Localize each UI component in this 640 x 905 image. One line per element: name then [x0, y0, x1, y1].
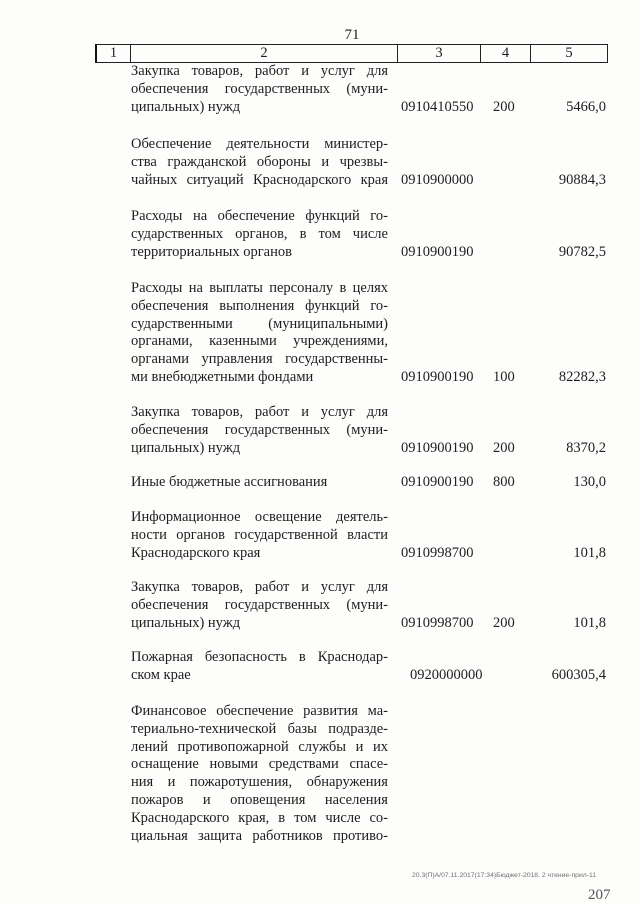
description-line — [131, 774, 388, 792]
word: органов — [176, 526, 226, 543]
word: обороны — [256, 153, 311, 170]
word: для — [366, 63, 388, 79]
row-description — [131, 136, 388, 189]
description-line: территориальных органов — [131, 243, 292, 260]
header-col-4: 4 — [480, 45, 530, 62]
word: освещение — [254, 509, 322, 525]
description-line — [131, 81, 388, 99]
word: Информационное — [131, 509, 241, 525]
word: товаров, — [191, 404, 244, 420]
table-header — [95, 44, 608, 63]
word: функций — [305, 297, 360, 314]
budget-row — [0, 579, 640, 632]
word: в — [298, 649, 306, 665]
amount-value: 101,8 — [573, 614, 606, 631]
budget-row — [0, 474, 640, 492]
description-line — [131, 422, 388, 440]
row-description — [131, 63, 388, 116]
amount-value: 5466,0 — [566, 98, 606, 115]
word: услуг — [320, 404, 355, 420]
file-stamp: 20.3(П)А/07.11.2017(17:34)Бюджет-2018. 2 чтение-прил-11 — [412, 872, 597, 879]
word: (муни- — [346, 421, 388, 438]
word: услуг — [320, 63, 355, 79]
word: работ — [254, 63, 290, 79]
budget-row — [0, 136, 640, 189]
word: новыми — [209, 756, 259, 773]
amount-value: 8370,2 — [566, 439, 606, 456]
word: противопожарной — [177, 738, 289, 755]
target-article-code: 0910900190 — [401, 243, 474, 260]
description-line — [131, 810, 388, 828]
expense-type-code: 800 — [493, 474, 515, 490]
description-line: ском крае — [131, 666, 191, 683]
word: том — [294, 809, 317, 826]
budget-row — [0, 649, 640, 685]
word: ния — [131, 774, 154, 791]
amount-value: 90884,3 — [558, 171, 606, 188]
word: учреждениями, — [293, 333, 388, 350]
budget-row — [0, 208, 640, 261]
word: обеспечения — [131, 297, 209, 314]
description-line — [131, 63, 388, 81]
word: власти — [347, 526, 388, 543]
word: го- — [370, 208, 388, 224]
word: чрезвы- — [339, 153, 388, 170]
row-description — [131, 649, 388, 685]
word: работ — [254, 404, 290, 420]
row-description — [131, 703, 388, 845]
word: выплаты — [209, 280, 263, 296]
word: го- — [370, 297, 388, 314]
page-number: 71 — [344, 27, 360, 43]
word: в — [339, 280, 347, 296]
description-line — [131, 597, 388, 615]
word: государственных — [224, 80, 331, 97]
word: органами, — [131, 333, 193, 350]
description-line — [131, 298, 388, 316]
target-article-code: 0920000000 — [410, 666, 483, 683]
word: населения — [324, 791, 388, 808]
word: персоналу — [269, 280, 334, 296]
description-line — [131, 703, 388, 721]
word: циальная — [131, 827, 188, 844]
word: государственных — [224, 596, 331, 613]
word: средствами — [268, 756, 339, 773]
word: Краснодарского — [131, 809, 230, 826]
word: Финансовое — [131, 703, 207, 719]
word: том — [318, 225, 341, 242]
word: защита — [198, 827, 243, 844]
target-article-code: 0910410550 — [401, 98, 474, 115]
word: края — [360, 171, 388, 188]
word: товаров, — [191, 579, 244, 595]
description-line — [131, 154, 388, 172]
word: министер- — [324, 136, 388, 152]
word: управления — [201, 351, 273, 368]
amount-value: 82282,3 — [558, 368, 606, 385]
word: работников — [252, 827, 323, 844]
word: сударственных — [131, 225, 224, 242]
word: лений — [131, 738, 168, 755]
description-line — [131, 756, 388, 774]
word: Пожарная — [131, 649, 193, 665]
description-line — [131, 509, 388, 527]
word: выполнения — [219, 297, 295, 314]
word: базы — [287, 720, 317, 737]
word: Расходы — [131, 280, 183, 296]
word: (муни- — [346, 80, 388, 97]
description-line — [131, 404, 388, 422]
description-line: ципальных) нужд — [131, 614, 241, 631]
word: обеспечения — [131, 421, 209, 438]
word: обеспечение — [216, 703, 294, 719]
row-description — [131, 208, 388, 261]
word: обнаружения — [306, 774, 388, 791]
word: Краснодар- — [317, 649, 388, 665]
word: деятель- — [336, 509, 388, 525]
word: обеспечения — [131, 80, 209, 97]
word: и — [321, 153, 330, 170]
expense-type-code: 100 — [493, 368, 515, 385]
word: и — [301, 404, 309, 420]
word: государственных — [224, 421, 331, 438]
word: гражданской — [167, 153, 247, 170]
description-line: ципальных) нужд — [131, 439, 241, 456]
word: ситуаций — [186, 171, 244, 188]
target-article-code: 0910998700 — [401, 544, 474, 561]
word: пожаротушения, — [189, 774, 293, 791]
description-line — [131, 721, 388, 739]
budget-row — [0, 509, 640, 562]
sheet-number: 207 — [588, 887, 611, 903]
description-line: ципальных) нужд — [131, 98, 241, 115]
word: на — [192, 208, 208, 224]
description-line — [131, 172, 388, 190]
budget-row — [0, 703, 640, 845]
description-line — [131, 527, 388, 545]
word: и — [167, 774, 176, 791]
word: для — [366, 579, 388, 595]
word: в — [278, 809, 286, 826]
description-line — [131, 792, 388, 810]
target-article-code: 0910900190 — [401, 439, 474, 456]
word: числе — [325, 809, 361, 826]
word: (муни- — [346, 596, 388, 613]
description-line: Иные бюджетные ассигнования — [131, 474, 328, 490]
budget-row — [0, 280, 640, 387]
row-description — [131, 579, 388, 632]
expense-type-code: 200 — [493, 614, 515, 631]
expense-type-code: 200 — [493, 98, 515, 115]
word: ности — [131, 526, 167, 543]
description-line — [131, 579, 388, 597]
description-line — [131, 649, 388, 667]
word: и — [301, 63, 309, 79]
word: функций — [305, 208, 360, 224]
word: товаров, — [191, 63, 244, 79]
description-line: Краснодарского края — [131, 544, 261, 561]
word: спасе- — [349, 756, 388, 773]
target-article-code: 0910900190 — [401, 368, 474, 385]
word: Обеспечение — [131, 136, 212, 152]
budget-row — [0, 404, 640, 457]
description-line — [131, 351, 388, 369]
word: государственны- — [285, 351, 388, 368]
row-description — [131, 509, 388, 562]
row-description — [131, 280, 388, 387]
header-col-5: 5 — [530, 45, 608, 62]
budget-row — [0, 63, 640, 116]
word: в — [299, 225, 307, 242]
word: целях — [352, 280, 388, 296]
word: для — [366, 404, 388, 420]
amount-value: 600305,4 — [551, 666, 606, 683]
description-line — [131, 828, 388, 846]
word: их — [372, 738, 388, 755]
description-line — [131, 739, 388, 757]
word: Расходы — [131, 208, 183, 224]
word: и — [355, 738, 364, 755]
target-article-code: 0910900190 — [401, 474, 474, 490]
expense-type-code: 200 — [493, 439, 515, 456]
word: органами — [131, 351, 190, 368]
target-article-code: 0910900000 — [401, 171, 474, 188]
description-line — [131, 316, 388, 334]
description-line — [131, 136, 388, 154]
word: ма- — [367, 703, 388, 719]
word: и — [202, 791, 211, 808]
word: оповещения — [230, 791, 306, 808]
amount-value: 90782,5 — [558, 243, 606, 260]
word: оснащение — [131, 756, 199, 773]
word: Закупка — [131, 404, 180, 420]
word: противо- — [332, 827, 388, 844]
word: казенными — [209, 333, 277, 350]
word: службы — [298, 738, 347, 755]
word: Закупка — [131, 63, 180, 79]
word: пожаров — [131, 791, 184, 808]
amount-value: 101,8 — [573, 544, 606, 561]
word: деятельности — [226, 136, 310, 152]
word: числе — [352, 225, 388, 242]
word: работ — [254, 579, 290, 595]
word: края, — [238, 809, 270, 826]
word: сударственными — [131, 315, 233, 332]
header-col-1: 1 — [95, 45, 130, 62]
word: ства — [131, 153, 157, 170]
word: обеспечения — [131, 596, 209, 613]
word: Закупка — [131, 579, 180, 595]
word: со- — [369, 809, 388, 826]
description-line — [131, 226, 388, 244]
word: на — [188, 280, 203, 296]
word: обеспечение — [217, 208, 295, 224]
description-line — [131, 333, 388, 351]
row-description — [131, 474, 388, 492]
word: териально-технической — [131, 720, 277, 737]
description-line: ми внебюджетными фондами — [131, 368, 314, 385]
word: органов, — [235, 225, 288, 242]
word: развития — [303, 703, 358, 719]
word: чайных — [131, 171, 178, 188]
header-col-3: 3 — [397, 45, 480, 62]
description-line — [131, 280, 388, 298]
word: государственной — [234, 526, 338, 543]
row-description — [131, 404, 388, 457]
word: услуг — [320, 579, 355, 595]
amount-value: 130,0 — [573, 474, 606, 490]
description-line — [131, 208, 388, 226]
header-col-2: 2 — [130, 45, 397, 62]
word: (муниципальными) — [268, 315, 388, 332]
target-article-code: 0910998700 — [401, 614, 474, 631]
word: и — [301, 579, 309, 595]
word: Краснодарского — [253, 171, 352, 188]
word: подразде- — [328, 720, 388, 737]
word: безопасность — [204, 649, 287, 665]
